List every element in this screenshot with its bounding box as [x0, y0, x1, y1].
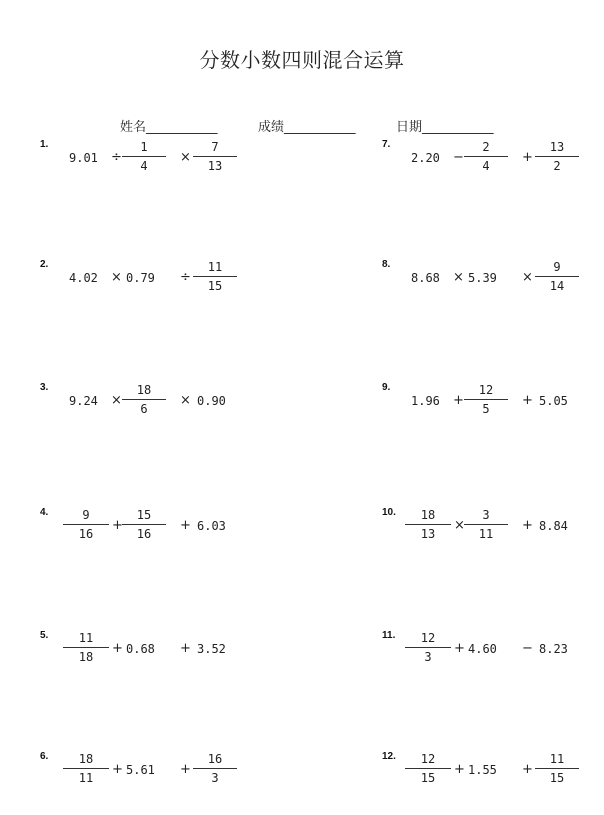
operator-symbol: +: [180, 762, 191, 777]
operand-fraction: [122, 506, 166, 543]
numerator: 11: [78, 631, 94, 645]
name-field[interactable]: 姓名___________: [120, 120, 218, 135]
operand-decimal: 5.61: [126, 763, 155, 777]
operator-symbol: ÷: [111, 150, 122, 165]
denominator: 3: [211, 771, 219, 785]
operand-fraction: [63, 750, 109, 787]
denominator: 14: [549, 279, 565, 293]
numerator: 11: [207, 260, 223, 274]
denominator: 16: [78, 527, 94, 541]
problem-number: 11.: [382, 630, 396, 641]
operand-fraction: [193, 138, 237, 175]
problem-number: 5.: [40, 630, 49, 641]
operand-fraction: [122, 381, 166, 418]
operand-fraction: [464, 138, 508, 175]
denominator: 13: [207, 159, 223, 173]
operand-decimal: 0.90: [197, 394, 226, 408]
operator-symbol: +: [112, 762, 123, 777]
operand-fraction: [405, 629, 451, 666]
numerator: 7: [211, 140, 219, 154]
numerator: 18: [136, 383, 152, 397]
operand-decimal: 1.55: [468, 763, 497, 777]
numerator: 16: [207, 752, 223, 766]
operator-symbol: ×: [454, 518, 465, 533]
operand-fraction: [535, 750, 579, 787]
denominator: 3: [424, 650, 432, 664]
denominator: 13: [420, 527, 436, 541]
operator-symbol: +: [112, 518, 123, 533]
operand-fraction: [535, 258, 579, 295]
page-title: 分数小数四则混合运算: [199, 48, 405, 72]
denominator: 4: [482, 159, 490, 173]
numerator: 12: [420, 631, 436, 645]
problem-number: 1.: [40, 139, 49, 150]
operator-symbol: ×: [180, 150, 191, 165]
numerator: 1: [140, 140, 148, 154]
denominator: 11: [478, 527, 494, 541]
numerator: 3: [482, 508, 490, 522]
operator-symbol: ×: [522, 270, 533, 285]
operand-decimal: 4.02: [69, 271, 98, 285]
operand-decimal: 8.84: [539, 519, 568, 533]
problem-number: 4.: [40, 507, 49, 518]
operator-symbol: +: [180, 641, 191, 656]
operand-decimal: 8.68: [411, 271, 440, 285]
operand-fraction: [405, 506, 451, 543]
problem-number: 9.: [382, 382, 391, 393]
operand-fraction: [122, 138, 166, 175]
operator-symbol: +: [522, 150, 533, 165]
denominator: 6: [140, 402, 148, 416]
numerator: 12: [478, 383, 494, 397]
operator-symbol: +: [522, 518, 533, 533]
operator-symbol: ×: [111, 393, 122, 408]
operator-symbol: ×: [180, 393, 191, 408]
date-field[interactable]: 日期___________: [396, 120, 494, 135]
operator-symbol: +: [453, 393, 464, 408]
operator-symbol: +: [112, 641, 123, 656]
problem-number: 12.: [382, 751, 396, 762]
operand-fraction: [63, 629, 109, 666]
problem-number: 7.: [382, 139, 391, 150]
score-field[interactable]: 成绩___________: [258, 120, 356, 135]
operand-decimal: 6.03: [197, 519, 226, 533]
operand-fraction: [535, 138, 579, 175]
operator-symbol: ÷: [180, 270, 191, 285]
denominator: 15: [420, 771, 436, 785]
operand-decimal: 5.39: [468, 271, 497, 285]
numerator: 18: [78, 752, 94, 766]
numerator: 9: [82, 508, 90, 522]
operator-symbol: +: [522, 762, 533, 777]
operand-decimal: 8.23: [539, 642, 568, 656]
operator-symbol: ×: [111, 270, 122, 285]
numerator: 11: [549, 752, 565, 766]
operator-symbol: +: [180, 518, 191, 533]
numerator: 15: [136, 508, 152, 522]
denominator: 11: [78, 771, 94, 785]
operand-fraction: [193, 258, 237, 295]
operand-fraction: [464, 381, 508, 418]
operand-decimal: 0.79: [126, 271, 155, 285]
operand-decimal: 9.24: [69, 394, 98, 408]
operand-fraction: [63, 506, 109, 543]
problem-number: 2.: [40, 259, 49, 270]
denominator: 18: [78, 650, 94, 664]
denominator: 5: [482, 402, 490, 416]
denominator: 4: [140, 159, 148, 173]
operand-fraction: [405, 750, 451, 787]
operand-fraction: [193, 750, 237, 787]
numerator: 18: [420, 508, 436, 522]
operand-decimal: 2.20: [411, 151, 440, 165]
operator-symbol: −: [522, 641, 533, 656]
operator-symbol: +: [522, 393, 533, 408]
denominator: 15: [549, 771, 565, 785]
operand-decimal: 9.01: [69, 151, 98, 165]
denominator: 15: [207, 279, 223, 293]
numerator: 2: [482, 140, 490, 154]
denominator: 2: [553, 159, 561, 173]
operator-symbol: +: [454, 762, 465, 777]
operand-decimal: 3.52: [197, 642, 226, 656]
operand-decimal: 0.68: [126, 642, 155, 656]
problem-number: 10.: [382, 507, 396, 518]
operator-symbol: −: [453, 150, 464, 165]
operand-decimal: 1.96: [411, 394, 440, 408]
operand-decimal: 4.60: [468, 642, 497, 656]
operator-symbol: ×: [453, 270, 464, 285]
problem-number: 3.: [40, 382, 49, 393]
operand-fraction: [464, 506, 508, 543]
operator-symbol: +: [454, 641, 465, 656]
numerator: 12: [420, 752, 436, 766]
problem-number: 6.: [40, 751, 49, 762]
operand-decimal: 5.05: [539, 394, 568, 408]
numerator: 13: [549, 140, 565, 154]
denominator: 16: [136, 527, 152, 541]
numerator: 9: [553, 260, 561, 274]
problem-number: 8.: [382, 259, 391, 270]
